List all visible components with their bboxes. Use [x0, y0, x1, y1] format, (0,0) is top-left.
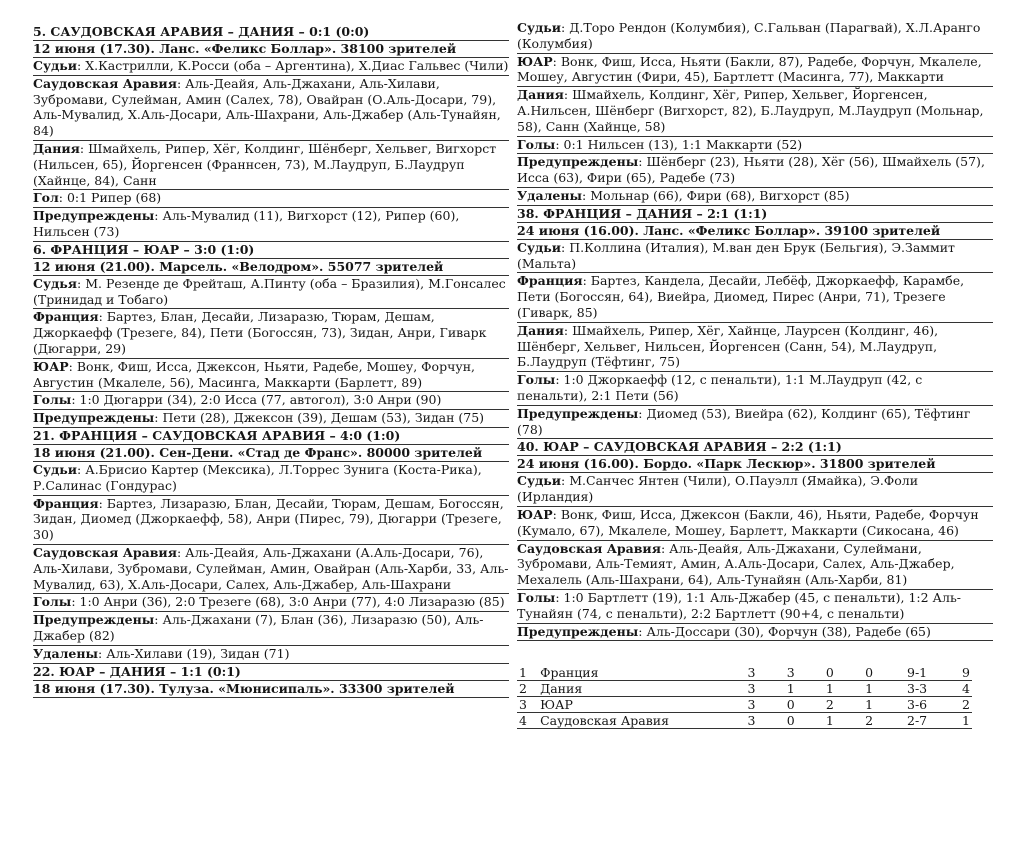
standings-row — [517, 681, 972, 697]
standings-losses: 1 — [850, 697, 889, 713]
field-value: Аль-Доссари (30), Форчун (38), Радебе (65) — [646, 623, 931, 639]
standings-row — [517, 665, 972, 681]
match-title: 21. ФРАНЦИЯ – САУДОВСКАЯ АРАВИЯ – 4:0 (1:0) — [33, 428, 509, 445]
match-block — [517, 206, 993, 440]
match-block — [33, 24, 509, 242]
match-field — [33, 141, 509, 190]
match-date-venue: 12 июня (21.00). Марсель. «Велодром». 55077 зрителей — [33, 259, 509, 276]
field-colon: : — [638, 154, 647, 170]
field-key: Дания — [517, 322, 564, 338]
group-standings-table — [517, 665, 972, 729]
standings-draws: 0 — [810, 665, 849, 681]
field-colon: : — [98, 495, 107, 511]
field-value: Х.Кастрилли, К.Росси (оба – Аргентина), Х.Диас Гальвес (Чили) — [85, 58, 509, 73]
field-colon: : — [582, 273, 591, 289]
match-date-venue: 18 июня (17.30). Тулуза. «Мюнисипаль». 33300 зрителей — [33, 681, 509, 698]
field-colon: : — [98, 645, 107, 661]
field-value: 1:0 Бартлетт (19), 1:1 Аль-Джабер (45, с пенальти), 1:2 Аль-Тунайян (74, с пенальти), 2:2 Бартлетт (90+4, с пенальти) — [517, 589, 961, 621]
match-field — [517, 188, 993, 206]
match-title: 40. ЮАР – САУДОВСКАЯ АРАВИЯ – 2:2 (1:1) — [517, 439, 993, 456]
field-value: Аль-Мувалид (11), Вигхорст (12), Рипер (60), Нильсен (73) — [33, 208, 460, 239]
field-key: Удалены — [33, 645, 99, 661]
field-colon: : — [561, 473, 570, 489]
match-field — [33, 612, 509, 646]
field-value: М.Санчес Янтен (Чили), О.Пауэлл (Ямайка), Э.Фоли (Ирландия) — [517, 473, 919, 505]
field-colon: : — [77, 461, 86, 477]
standings-goal-difference: 2-7 — [889, 713, 946, 729]
field-key: Франция — [517, 273, 583, 289]
field-colon: : — [555, 136, 564, 152]
field-value: Шмайхель, Рипер, Хёг, Хайнце, Лаурсен (Колдинг, 46), Шёнберг, Хельвег, Нильсен, Йоргенсен (Санн, 54), М.Лаудруп, Б.Лаудруп (Тёфтинг, 75) — [517, 322, 939, 370]
field-value: М. Резенде де Фрейташ, А.Пинту (оба – Бразилия), М.Гонсалес (Тринидад и Тобаго) — [33, 275, 506, 307]
match-field — [33, 276, 509, 310]
match-field — [33, 208, 509, 242]
match-date-venue: 12 июня (17.30). Ланс. «Феликс Боллар». 38100 зрителей — [33, 41, 509, 58]
field-key: ЮАР — [517, 53, 553, 69]
standings-games-played: 3 — [732, 681, 771, 697]
standings-goal-difference: 3-3 — [889, 681, 946, 697]
field-colon: : — [555, 589, 564, 605]
field-colon: : — [638, 623, 647, 639]
field-value: Аль-Деайя, Аль-Джахани, Сулеймани, Зубромави, Аль-Темият, Амин, А.Аль-Досари, Салех, Аль-Джабер, Мехалель (Аль-Шахрани, 64), Аль-Тунайян (Аль-Харби, 81) — [517, 540, 955, 588]
field-key: Франция — [33, 309, 99, 325]
field-key: Предупреждены — [517, 623, 639, 639]
standings-wins: 0 — [771, 697, 810, 713]
standings-team-name: Дания — [538, 681, 732, 697]
field-key: Голы — [33, 392, 72, 408]
match-title: 6. ФРАНЦИЯ – ЮАР – 3:0 (1:0) — [33, 242, 509, 259]
field-key: Судьи — [33, 58, 78, 73]
field-colon: : — [555, 372, 564, 388]
match-field — [33, 462, 509, 496]
field-value: Бартез, Лизаразю, Блан, Десайи, Тюрам, Дешам, Богоссян, Зидан, Диомед (Джоркаефф, 58), Анри (Пирес, 79), Дюгарри (Трезеге, 30) — [33, 495, 504, 543]
standings-position: 2 — [517, 681, 538, 697]
match-date-venue: 24 июня (16.00). Ланс. «Феликс Боллар». 39100 зрителей — [517, 223, 993, 240]
field-key: Судьи — [517, 20, 562, 35]
match-field — [517, 590, 993, 624]
field-colon: : — [71, 392, 80, 408]
field-value: Аль-Деайя, Аль-Джахани (А.Аль-Досари, 76), Аль-Хилави, Зубромави, Сулейман, Амин, Овайран (Аль-Харби, 33, Аль-Мувалид, 63), Х.Аль-Досари, Салех, Аль-Джабер, Аль-Шахрани — [33, 544, 509, 592]
match-title: 22. ЮАР – ДАНИЯ – 1:1 (0:1) — [33, 664, 509, 681]
match-block — [517, 439, 993, 641]
field-colon: : — [68, 358, 77, 374]
field-value: 1:0 Дюгарри (34), 2:0 Исса (77, автогол), 3:0 Анри (90) — [79, 392, 442, 408]
field-value: Диомед (53), Виейра (62), Колдинг (65), Тёфтинг (78) — [517, 405, 971, 437]
standings-wins: 0 — [771, 713, 810, 729]
standings-wins: 3 — [771, 665, 810, 681]
match-field — [33, 190, 509, 208]
standings-wins: 1 — [771, 681, 810, 697]
field-value: Шмайхель, Колдинг, Хёг, Рипер, Хельвег, Йоргенсен, А.Нильсен, Шёнберг (Вигхорст, 82), Б.Лаудруп, М.Лаудруп (Мольнар, 58), Санн (Хайнце, 58) — [517, 87, 984, 134]
standings-losses: 2 — [850, 713, 889, 729]
standings-team-name: Франция — [538, 665, 732, 681]
field-key: ЮАР — [33, 358, 69, 374]
field-value: Вонк, Фиш, Исса, Джексон (Бакли, 46), Ньяти, Радебе, Форчун (Кумало, 67), Мкалеле, Мошеу, Барлетт, Маккарти (Сикосана, 46) — [517, 506, 979, 538]
field-key: Судьи — [517, 473, 562, 489]
match-field — [33, 545, 509, 594]
field-value: Вонк, Фиш, Исса, Ньяти (Бакли, 87), Радебе, Форчун, Мкалеле, Мошеу, Августин (Фири, 45), Бартлетт (Масинга, 77), Маккарти — [517, 53, 982, 85]
match-field — [517, 137, 993, 155]
match-field — [33, 496, 509, 545]
field-colon: : — [552, 506, 561, 522]
match-block — [33, 664, 509, 698]
field-colon: : — [582, 187, 591, 203]
field-key: Голы — [517, 589, 556, 605]
field-colon: : — [176, 544, 186, 560]
standings-points: 9 — [945, 665, 972, 681]
match-field — [33, 58, 509, 76]
standings-team-name: ЮАР — [538, 697, 732, 713]
field-colon: : — [79, 140, 89, 156]
standings-position: 1 — [517, 665, 538, 681]
match-block — [517, 20, 993, 206]
standings-games-played: 3 — [732, 697, 771, 713]
field-key: Саудовская Аравия — [517, 540, 661, 556]
match-field — [33, 410, 509, 428]
field-value: 0:1 Нильсен (13), 1:1 Маккарти (52) — [563, 136, 803, 152]
field-key: ЮАР — [517, 506, 553, 522]
match-field — [517, 624, 993, 642]
field-value: Аль-Джахани (7), Блан (36), Лизаразю (50), Аль-Джабер (82) — [33, 612, 484, 643]
field-value: Аль-Хилави (19), Зидан (71) — [106, 645, 290, 661]
field-colon: : — [563, 87, 573, 103]
field-colon: : — [77, 58, 86, 73]
field-colon: : — [98, 309, 107, 325]
match-field — [517, 20, 993, 54]
field-key: Судья — [33, 275, 78, 291]
left-column — [33, 24, 509, 698]
field-colon: : — [660, 540, 670, 556]
field-key: Судьи — [33, 461, 78, 477]
field-colon: : — [154, 612, 163, 628]
match-field — [33, 646, 509, 664]
field-value: Д.Торо Рендон (Колумбия), С.Гальван (Парагвай), Х.Л.Аранго (Колумбия) — [517, 20, 981, 51]
standings-points: 4 — [945, 681, 972, 697]
standings-draws: 1 — [810, 713, 849, 729]
standings-games-played: 3 — [732, 665, 771, 681]
standings-games-played: 3 — [732, 713, 771, 729]
field-colon: : — [563, 322, 573, 338]
match-block — [33, 428, 509, 664]
field-key: Удалены — [517, 187, 583, 203]
field-key: Саудовская Аравия — [33, 544, 177, 560]
field-key: Предупреждены — [517, 154, 639, 170]
field-colon: : — [176, 75, 186, 91]
match-field — [517, 507, 993, 541]
field-key: Франция — [33, 495, 99, 511]
match-field — [33, 359, 509, 393]
match-title: 38. ФРАНЦИЯ – ДАНИЯ – 2:1 (1:1) — [517, 206, 993, 223]
match-field — [33, 594, 509, 612]
field-value: 1:0 Джоркаефф (12, с пенальти), 1:1 М.Лаудруп (42, с пенальти), 2:1 Пети (56) — [517, 372, 923, 403]
field-key: Гол — [33, 190, 59, 206]
field-key: Предупреждены — [517, 405, 639, 421]
field-colon: : — [561, 239, 570, 255]
match-field — [517, 473, 993, 507]
field-value: Вонк, Фиш, Исса, Джексон, Ньяти, Радебе, Мошеу, Форчун, Августин (Мкалеле, 56), Масинга, Маккарти (Барлетт, 89) — [33, 358, 475, 390]
match-field — [517, 87, 993, 136]
field-key: Голы — [517, 136, 556, 152]
field-value: 0:1 Рипер (68) — [66, 190, 162, 206]
match-field — [517, 406, 993, 440]
standings-row — [517, 713, 972, 729]
match-block — [33, 242, 509, 428]
match-field — [517, 541, 993, 590]
right-matches — [517, 20, 993, 641]
field-colon: : — [154, 208, 163, 224]
standings-losses: 0 — [850, 665, 889, 681]
field-value: 1:0 Анри (36), 2:0 Трезеге (68), 3:0 Анри (77), 4:0 Лизаразю (85) — [79, 594, 505, 610]
field-key: Саудовская Аравия — [33, 75, 177, 91]
field-colon: : — [71, 594, 80, 610]
match-field — [33, 76, 509, 141]
match-field — [33, 392, 509, 410]
field-key: Предупреждены — [33, 208, 155, 224]
match-field — [517, 372, 993, 406]
match-field — [33, 309, 509, 358]
standings-losses: 1 — [850, 681, 889, 697]
field-value: Бартез, Кандела, Десайи, Лебёф, Джоркаефф, Карамбе, Пети (Богоссян, 64), Виейра, Диомед, Пирес (Анри, 71), Трезеге (Гиварк, 85) — [517, 273, 965, 320]
field-value: Шёнберг (23), Ньяти (28), Хёг (56), Шмайхель (57), Исса (63), Фири (65), Радебе (73) — [517, 154, 985, 186]
field-key: Судьи — [517, 239, 562, 255]
field-value: А.Брисио Картер (Мексика), Л.Торрес Зунига (Коста-Рика), Р.Салинас (Гондурас) — [33, 461, 482, 493]
field-colon: : — [552, 53, 561, 69]
match-title: 5. САУДОВСКАЯ АРАВИЯ – ДАНИЯ – 0:1 (0:0) — [33, 24, 509, 41]
field-colon: : — [561, 20, 570, 35]
match-date-venue: 18 июня (21.00). Сен-Дени. «Стад де Франс». 80000 зрителей — [33, 445, 509, 462]
match-field — [517, 273, 993, 322]
field-value: П.Коллина (Италия), М.ван ден Брук (Бельгия), Э.Заммит (Мальта) — [517, 239, 955, 271]
field-colon: : — [77, 275, 86, 291]
field-colon: : — [638, 405, 647, 421]
field-value: Пети (28), Джексон (39), Дешам (53), Зидан (75) — [162, 410, 485, 426]
field-value: Бартез, Блан, Десайи, Лизаразю, Тюрам, Дешам, Джоркаефф (Трезеге, 84), Пети (Богоссян, 73), Зидан, Анри, Гиварк (Дюгарри, 29) — [33, 309, 487, 356]
match-field — [517, 323, 993, 372]
standings-points: 1 — [945, 713, 972, 729]
field-key: Предупреждены — [33, 612, 155, 628]
field-key: Предупреждены — [33, 410, 155, 426]
standings-position: 3 — [517, 697, 538, 713]
standings-goal-difference: 9-1 — [889, 665, 946, 681]
field-key: Голы — [517, 372, 556, 388]
field-key: Дания — [33, 140, 80, 156]
standings-row — [517, 697, 972, 713]
match-field — [517, 54, 993, 88]
field-value: Шмайхель, Рипер, Хёг, Колдинг, Шёнберг, Хельвег, Вигхорст (Нильсен, 65), Йоргенсен (Франнсен, 73), М.Лаудруп, Б.Лаудруп (Хайнце, 84), Санн — [33, 140, 497, 188]
field-value: Мольнар (66), Фири (68), Вигхорст (85) — [590, 187, 850, 203]
match-field — [517, 154, 993, 188]
field-key: Голы — [33, 594, 72, 610]
standings-position: 4 — [517, 713, 538, 729]
right-column — [517, 20, 993, 729]
field-colon: : — [58, 190, 67, 206]
field-colon: : — [154, 410, 163, 426]
standings-team-name: Саудовская Аравия — [538, 713, 732, 729]
field-key: Дания — [517, 87, 564, 103]
match-field — [517, 240, 993, 274]
standings-points: 2 — [945, 697, 972, 713]
match-date-venue: 24 июня (16.00). Бордо. «Парк Лескюр». 31800 зрителей — [517, 456, 993, 473]
field-value: Аль-Деайя, Аль-Джахани, Аль-Хилави, Зубромави, Сулейман, Амин (Салех, 78), Овайран (О.Аль-Досари, 79), Аль-Мувалид, Х.Аль-Досари, Аль-Шахрани, Аль-Джабер (Аль-Тунайян, 84) — [33, 75, 501, 139]
standings-goal-difference: 3-6 — [889, 697, 946, 713]
standings-draws: 2 — [810, 697, 849, 713]
standings-draws: 1 — [810, 681, 849, 697]
